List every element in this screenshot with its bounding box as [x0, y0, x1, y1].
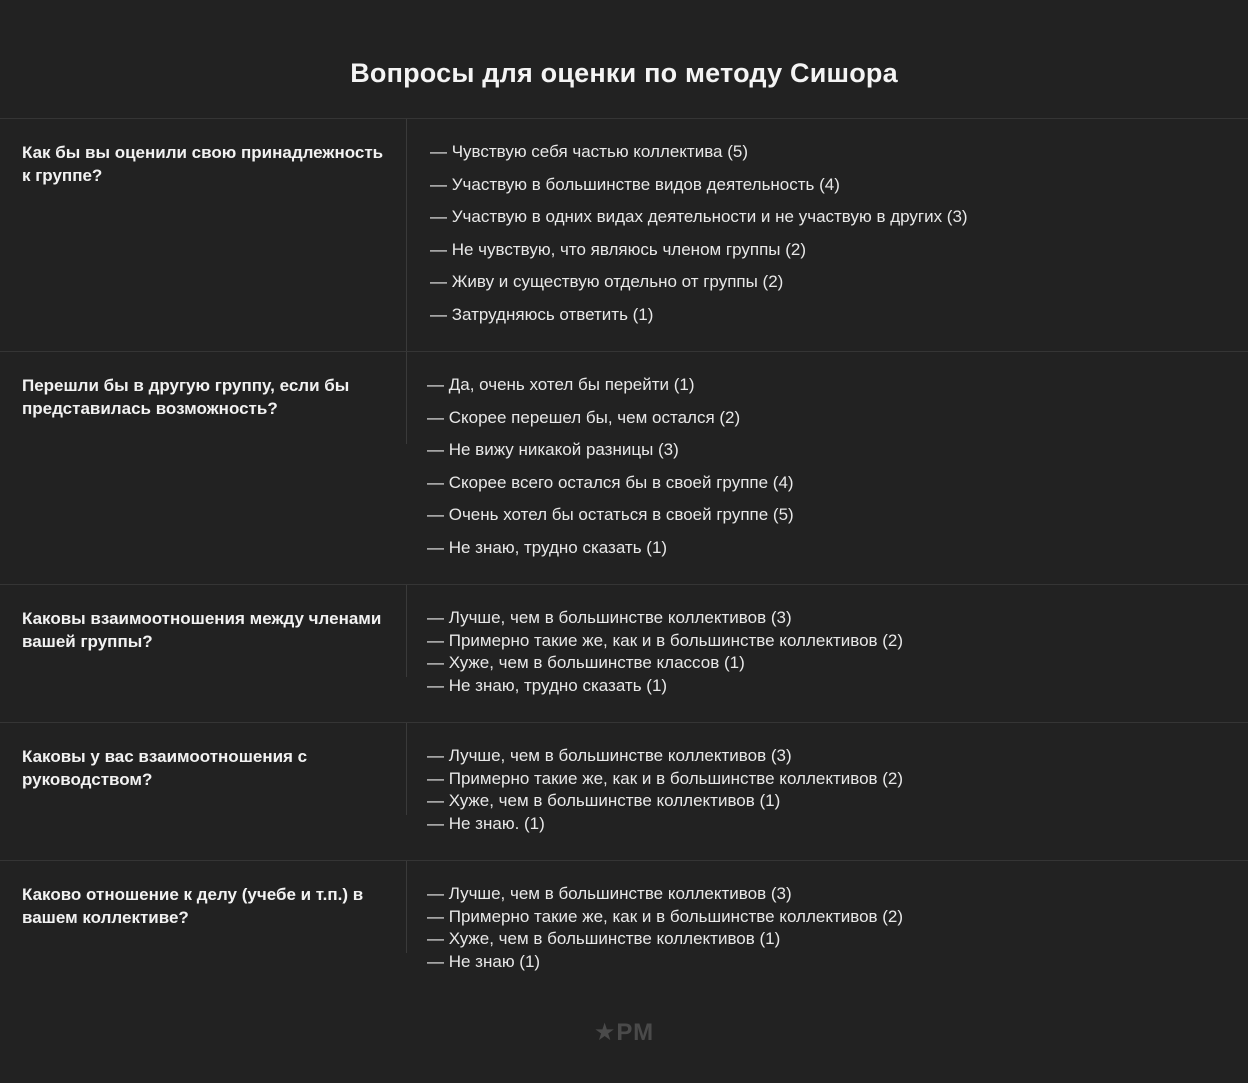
- answer-list: [427, 369, 794, 565]
- answer-option: — Хуже, чем в большинстве коллективов (1): [427, 929, 781, 949]
- answer-option: — Хуже, чем в большинстве коллективов (1): [427, 791, 781, 811]
- answer-option: — Хуже, чем в большинстве классов (1): [427, 653, 745, 673]
- question-text: Перешли бы в другую группу, если бы представилась возможность?: [22, 376, 350, 418]
- answer-option: — Да, очень хотел бы перейти (1): [427, 375, 695, 394]
- answer-option: — Участвую в большинстве видов деятельность (4): [430, 174, 840, 194]
- question-row: [0, 351, 1248, 584]
- question-text: Как бы вы оценили свою принадлежность к группе?: [22, 143, 384, 185]
- answer-option: — Очень хотел бы остаться в своей группе (5): [427, 505, 794, 525]
- answer-option: — Участвую в одних видах деятельности и не участвую в других (3): [430, 207, 968, 227]
- answer-list: [427, 883, 903, 973]
- answer-option: — Скорее перешел бы, чем остался (2): [427, 407, 741, 427]
- column-divider: [406, 585, 407, 677]
- question-row: [0, 584, 1248, 722]
- answer-option: — Не вижу никакой разницы (3): [427, 440, 679, 460]
- answer-option: — Примерно такие же, как и в большинстве коллективов (2): [427, 630, 904, 650]
- answer-option: — Примерно такие же, как и в большинстве коллективов (2): [427, 906, 904, 926]
- answer-option: — Скорее всего остался бы в своей группе (4): [427, 472, 794, 492]
- answer-option: — Не знаю, трудно сказать (1): [427, 537, 668, 557]
- questions-table: [0, 118, 1248, 998]
- question-text: Каковы у вас взаимоотношения с руководством?: [22, 747, 308, 789]
- answer-option: — Чувствую себя частью коллектива (5): [430, 142, 749, 161]
- answer-option: — Не знаю. (1): [427, 813, 545, 833]
- column-divider: [406, 352, 407, 444]
- question-text: Каково отношение к делу (учебе и т.п.) в вашем коллективе?: [22, 885, 364, 927]
- answer-option: — Затрудняюсь ответить (1): [430, 304, 654, 324]
- question-row: [0, 860, 1248, 998]
- answer-option: — Не знаю, трудно сказать (1): [427, 675, 668, 695]
- brand-logo: ★РМ: [593, 1019, 655, 1046]
- answer-option: — Не чувствую, что являюсь членом группы (2): [430, 239, 807, 259]
- answer-option: — Лучше, чем в большинстве коллективов (3): [427, 608, 792, 627]
- answer-option: — Лучше, чем в большинстве коллективов (3): [427, 884, 792, 903]
- answer-list: [427, 745, 903, 835]
- answer-option: — Не знаю (1): [427, 951, 541, 971]
- question-row: [0, 722, 1248, 860]
- answer-list: [427, 607, 903, 697]
- column-divider: [406, 861, 407, 953]
- answer-option: — Живу и существую отдельно от группы (2): [430, 272, 784, 292]
- question-text: Каковы взаимоотношения между членами вашей группы?: [22, 609, 382, 651]
- answer-option: — Лучше, чем в большинстве коллективов (3): [427, 746, 792, 765]
- answer-option: — Примерно такие же, как и в большинстве коллективов (2): [427, 768, 904, 788]
- page-title: Вопросы для оценки по методу Сишора: [350, 58, 898, 88]
- column-divider: [406, 723, 407, 815]
- answer-list: [430, 136, 968, 332]
- column-divider: [406, 119, 407, 352]
- question-row: [0, 118, 1248, 351]
